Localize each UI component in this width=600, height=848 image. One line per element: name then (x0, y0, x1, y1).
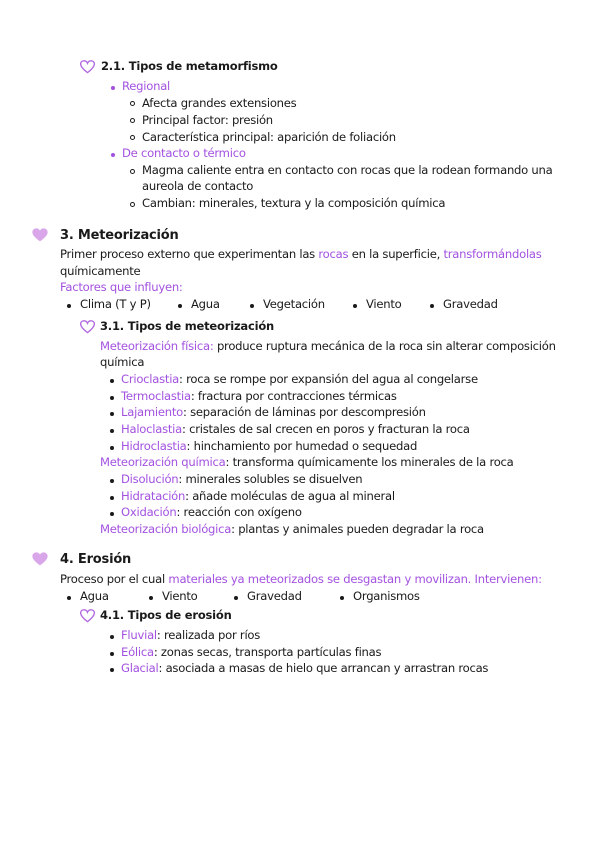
list-item: Afecta grandes extensiones (142, 96, 297, 110)
definition-continued: química (100, 355, 145, 369)
term: Meteorización química (100, 455, 226, 469)
factores-label: Factores que influyen: (60, 280, 183, 294)
meteorizacion-fisica (100, 339, 556, 353)
term: Lajamiento (121, 405, 184, 419)
meteorizacion-biologica (100, 522, 484, 536)
definition: : reacción con oxígeno (176, 505, 302, 519)
bullet (110, 652, 114, 656)
bullet (340, 596, 344, 600)
bullet (110, 479, 114, 483)
list-item (121, 405, 426, 419)
bullet (111, 86, 115, 90)
definition: : fractura por contracciones térmicas (190, 389, 397, 403)
list-item: Principal factor: presión (142, 113, 273, 127)
factor-item: Viento (366, 297, 402, 311)
definition: : cristales de sal crecen en poros y fracturan la roca (182, 422, 470, 436)
term: Fluvial (121, 628, 157, 642)
term: Glacial (121, 661, 159, 675)
heart-outline-icon (80, 609, 95, 623)
heart-outline-icon (80, 320, 95, 334)
bullet (430, 304, 434, 308)
list-item (121, 661, 488, 675)
bullet (234, 596, 238, 600)
list-item: Magma caliente entra en contacto con rocas que la rodean formando una (142, 163, 553, 177)
list-item (121, 422, 470, 436)
bullet (111, 153, 115, 157)
section-2-1-title: 2.1. Tipos de metamorfismo (101, 59, 278, 73)
metamorfismo-contacto: De contacto o térmico (122, 146, 246, 160)
term: Hidroclastia (121, 439, 187, 453)
definition: : añade moléculas de agua al mineral (185, 489, 395, 503)
term: Meteorización física: (100, 339, 214, 353)
intro-text: Primer proceso externo que experimentan las (60, 247, 319, 261)
list-item (121, 489, 395, 503)
list-item (121, 628, 260, 642)
list-item (121, 505, 302, 519)
definition: : hinchamiento por humedad o sequedad (186, 439, 418, 453)
section-4-1-title: 4.1. Tipos de erosión (100, 608, 232, 622)
highlight-transformandolas: transformándolas (443, 247, 542, 261)
definition: : zonas secas, transporta partículas finas (153, 645, 382, 659)
metamorfismo-regional: Regional (122, 79, 171, 93)
intro-continued: químicamente (60, 264, 141, 278)
bullet (130, 202, 135, 207)
agent-item: Viento (162, 589, 198, 603)
factor-item: Clima (T y P) (80, 297, 151, 311)
agent-item: Agua (80, 589, 109, 603)
list-item (121, 372, 478, 386)
term: Hidratación (121, 489, 186, 503)
agent-item: Gravedad (247, 589, 302, 603)
bullet (110, 412, 114, 416)
list-item: Cambian: minerales, textura y la composición química (142, 196, 446, 210)
highlight-rocas: rocas (318, 247, 349, 261)
bullet (67, 304, 71, 308)
section-4-intro (60, 572, 542, 586)
meteorizacion-quimica (100, 455, 514, 469)
bullet (110, 635, 114, 639)
factor-item: Gravedad (443, 297, 498, 311)
bullet (110, 396, 114, 400)
highlight: materiales ya meteorizados se desgastan y movilizan. Intervienen: (168, 572, 542, 586)
bullet (353, 304, 357, 308)
heart-outline-icon (80, 60, 95, 74)
bullet (250, 304, 254, 308)
definition: : separación de láminas por descompresión (183, 405, 426, 419)
bullet (130, 135, 135, 140)
bullet (110, 429, 114, 433)
bullet (110, 496, 114, 500)
intro-text: en la superficie, (348, 247, 444, 261)
bullet (130, 169, 135, 174)
section-3-intro (60, 247, 542, 261)
definition: : plantas y animales pueden degradar la roca (231, 522, 484, 536)
bullet (149, 596, 153, 600)
term: Haloclastia (121, 422, 182, 436)
bullet (110, 446, 114, 450)
section-4-title: 4. Erosión (60, 552, 132, 567)
term: Crioclastia (121, 372, 180, 386)
list-item (121, 439, 417, 453)
heart-icon (32, 552, 48, 566)
term: Oxidación (121, 505, 177, 519)
list-item (121, 389, 397, 403)
bullet (130, 101, 135, 106)
list-item: Característica principal: aparición de foliación (142, 130, 396, 144)
bullet (67, 596, 71, 600)
definition: : realizada por ríos (156, 628, 261, 642)
list-item (121, 472, 362, 486)
bullet (130, 118, 135, 123)
definition: : transforma químicamente los minerales de la roca (225, 455, 514, 469)
bullet (110, 668, 114, 672)
term: Eólica (121, 645, 154, 659)
list-item (121, 645, 381, 659)
section-3-1-title: 3.1. Tipos de meteorización (100, 319, 275, 333)
heart-icon (32, 228, 48, 242)
term: Meteorización biológica (100, 522, 232, 536)
bullet (110, 512, 114, 516)
intro-text: Proceso por el cual (60, 572, 169, 586)
section-3-title: 3. Meteorización (60, 228, 179, 243)
term: Termoclastia (121, 389, 191, 403)
factor-item: Agua (191, 297, 220, 311)
definition: produce ruptura mecánica de la roca sin alterar composición (213, 339, 556, 353)
definition: : minerales solubles se disuelven (178, 472, 363, 486)
bullet (110, 379, 114, 383)
term: Disolución (121, 472, 179, 486)
list-item-continued: aureola de contacto (142, 179, 254, 193)
bullet (178, 304, 182, 308)
definition: : roca se rompe por expansión del agua al congelarse (179, 372, 478, 386)
factor-item: Vegetación (263, 297, 325, 311)
definition: : asociada a masas de hielo que arrancan y arrastran rocas (158, 661, 489, 675)
agent-item: Organismos (353, 589, 420, 603)
